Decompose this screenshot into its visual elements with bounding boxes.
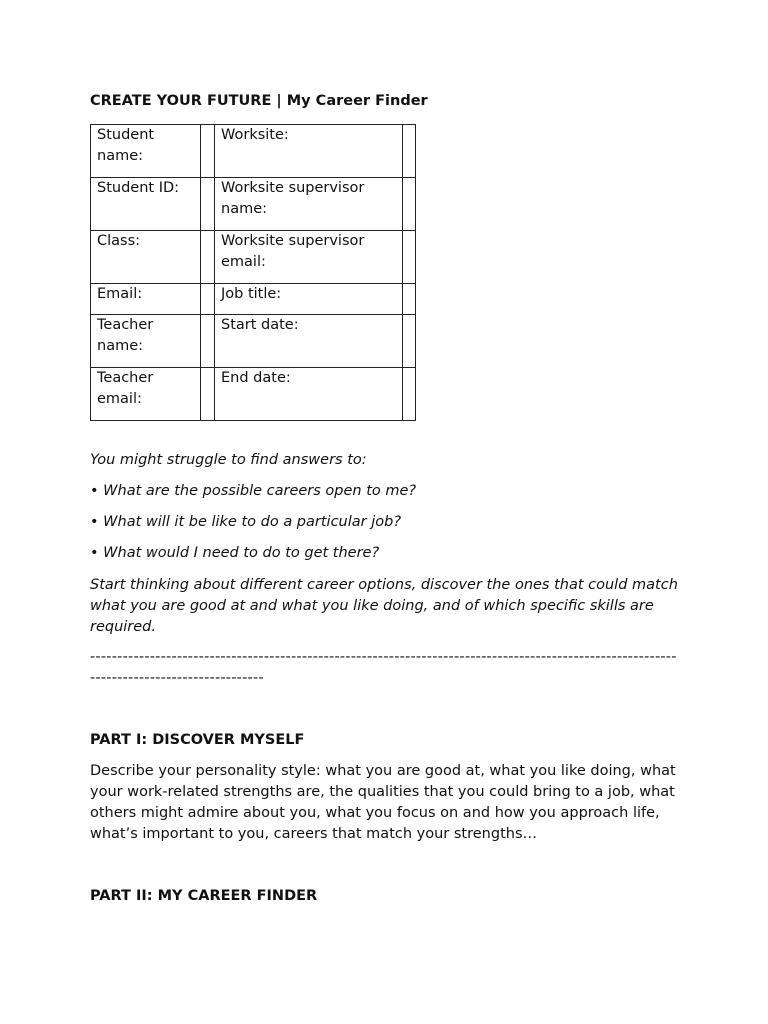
- start-date-label: Start date:: [215, 315, 403, 368]
- table-row: [91, 284, 416, 315]
- part-one-heading: PART I: DISCOVER MYSELF: [90, 732, 305, 748]
- table-row: [91, 315, 416, 368]
- worksite-supervisor-name-label: Worksite supervisor name:: [215, 178, 403, 231]
- class-field[interactable]: [201, 231, 215, 284]
- worksite-field[interactable]: [403, 125, 416, 178]
- teacher-name-label: Teacher name:: [91, 315, 201, 368]
- end-date-field[interactable]: [403, 368, 416, 421]
- job-title-label: Job title:: [215, 284, 403, 315]
- teacher-name-field[interactable]: [201, 315, 215, 368]
- intro-paragraph: Start thinking about different career options, discover the ones that could match what you are good at and what you like doing, and of which specific skills are required.: [90, 577, 678, 635]
- table-row: [91, 125, 416, 178]
- class-label: Class:: [91, 231, 201, 284]
- email-label: Email:: [91, 284, 201, 315]
- end-date-label: End date:: [215, 368, 403, 421]
- part-two-heading: PART II: MY CAREER FINDER: [90, 888, 318, 904]
- teacher-email-label: Teacher email:: [91, 368, 201, 421]
- lead-text: You might struggle to find answers to:: [90, 452, 367, 468]
- student-id-field[interactable]: [201, 178, 215, 231]
- worksite-label: Worksite:: [215, 125, 403, 178]
- teacher-email-field[interactable]: [201, 368, 215, 421]
- list-item: • What would I need to do to get there?: [90, 545, 380, 561]
- list-item: • What are the possible careers open to me?: [90, 483, 417, 499]
- student-name-field[interactable]: [201, 125, 215, 178]
- part-one-paragraph: Describe your personality style: what you are good at, what you like doing, what your work-related strengths are, the qualities that you could bring to a job, what others might admire about you, what you focus on and how you approach life, what’s important to you, careers that match your strengths…: [90, 763, 676, 842]
- student-id-label: Student ID:: [91, 178, 201, 231]
- list-item: • What will it be like to do a particular job?: [90, 514, 402, 530]
- student-info-table: [90, 124, 416, 421]
- document-title: CREATE YOUR FUTURE | My Career Finder: [90, 93, 428, 109]
- worksite-supervisor-email-label: Worksite supervisor email:: [215, 231, 403, 284]
- student-name-label: Student name:: [91, 125, 201, 178]
- dashed-separator: --------------------------------------------------------------------------------------------------------------------------------------------: [90, 649, 677, 686]
- job-title-field[interactable]: [403, 284, 416, 315]
- table-row: [91, 178, 416, 231]
- table-row: [91, 368, 416, 421]
- email-field[interactable]: [201, 284, 215, 315]
- worksite-supervisor-name-field[interactable]: [403, 178, 416, 231]
- start-date-field[interactable]: [403, 315, 416, 368]
- table-row: [91, 231, 416, 284]
- worksite-supervisor-email-field[interactable]: [403, 231, 416, 284]
